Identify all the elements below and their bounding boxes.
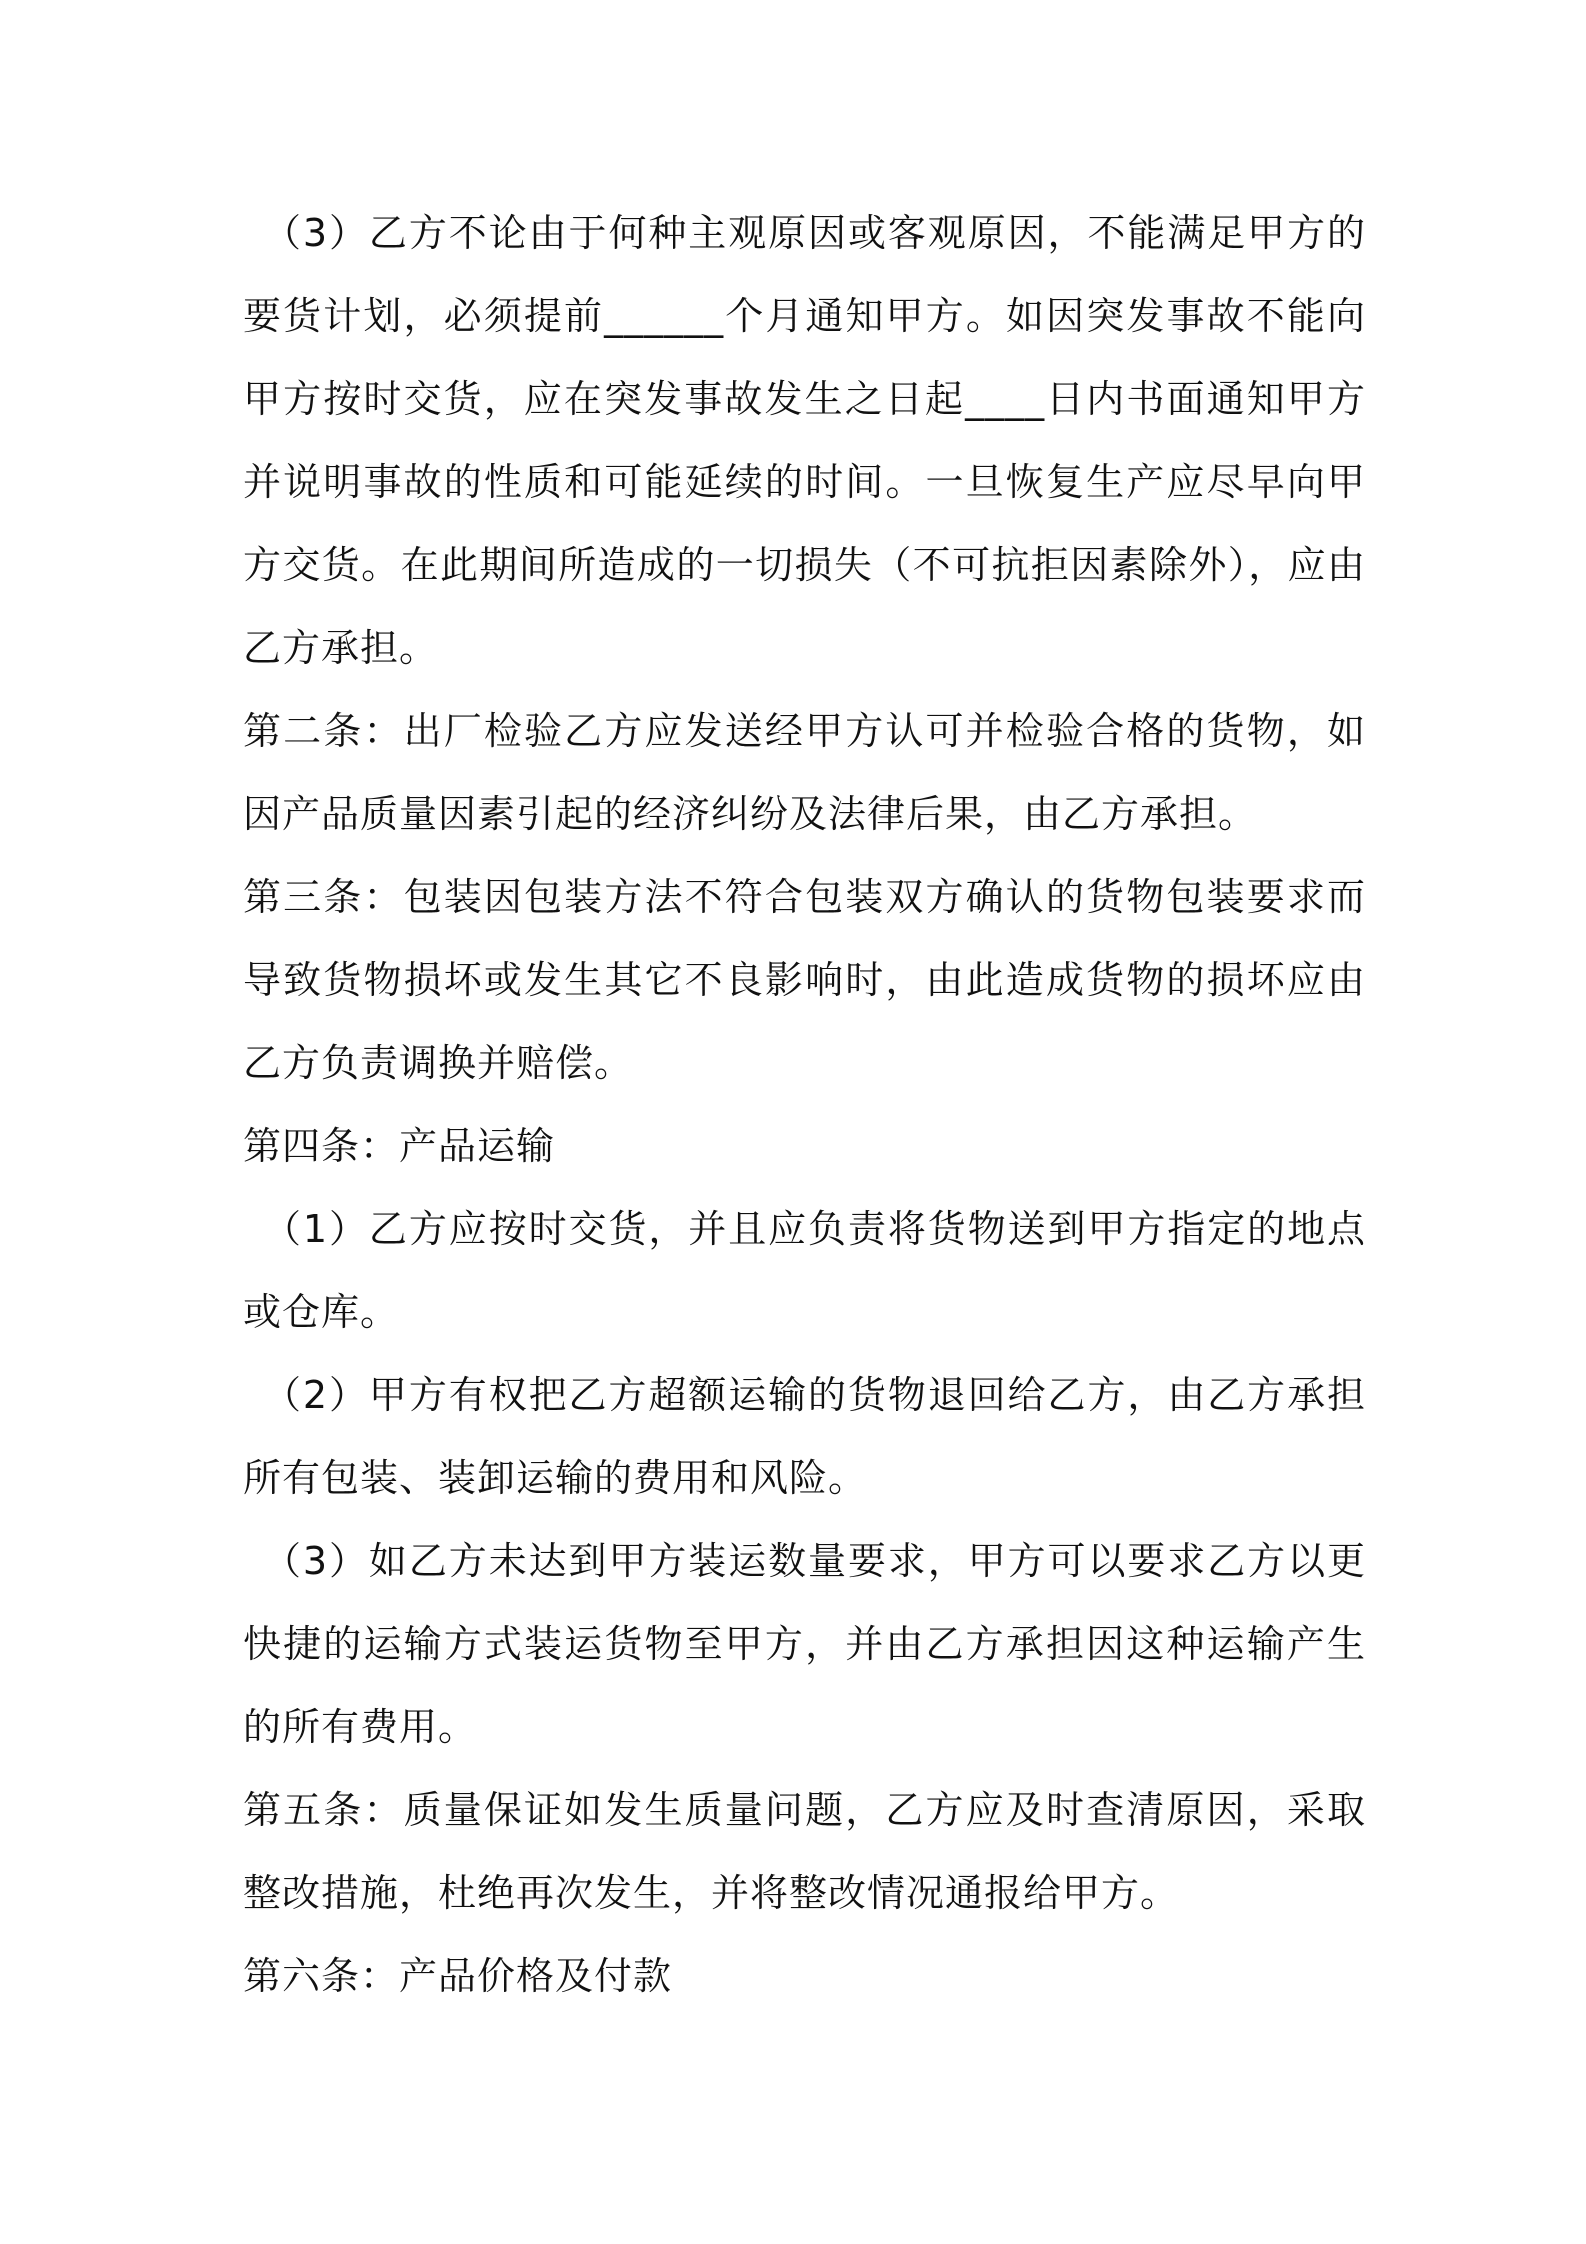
article-6-heading: 第六条：产品价格及付款 bbox=[243, 1954, 673, 1998]
article-4-clause-3: （3）如乙方未达到甲方装运数量要求，甲方可以要求乙方以更快捷的运输方式装运货物至甲方，并由乙方承担因这种运输产生的所有费用。 bbox=[243, 1539, 1366, 1749]
article-4-clause-2: （2）甲方有权把乙方超额运输的货物退回给乙方，由乙方承担所有包装、装卸运输的费用和风险。 bbox=[243, 1373, 1366, 1500]
article-4-heading: 第四条：产品运输 bbox=[243, 1124, 556, 1168]
article-4-clause-1: （1）乙方应按时交货，并且应负责将货物送到甲方指定的地点或仓库。 bbox=[243, 1207, 1366, 1334]
clause-3-delivery-notice: （3）乙方不论由于何种主观原因或客观原因，不能满足甲方的要货计划，必须提前______个月通知甲方。如因突发事故不能向甲方按时交货，应在突发事故发生之日起____日内书面通知甲方并说明事故的性质和可能延续的时间。一旦恢复生产应尽早向甲方交货。在此期间所造成的一切损失（不可抗拒因素除外），应由乙方承担。 bbox=[243, 211, 1366, 670]
article-2-factory-inspection: 第二条：出厂检验乙方应发送经甲方认可并检验合格的货物，如因产品质量因素引起的经济纠纷及法律后果，由乙方承担。 bbox=[243, 709, 1366, 836]
article-3-packaging: 第三条：包装因包装方法不符合包装双方确认的货物包装要求而导致货物损坏或发生其它不良影响时，由此造成货物的损坏应由乙方负责调换并赔偿。 bbox=[243, 875, 1366, 1085]
article-5-quality-guarantee: 第五条：质量保证如发生质量问题，乙方应及时查清原因，采取整改措施，杜绝再次发生，并将整改情况通报给甲方。 bbox=[243, 1788, 1366, 1915]
